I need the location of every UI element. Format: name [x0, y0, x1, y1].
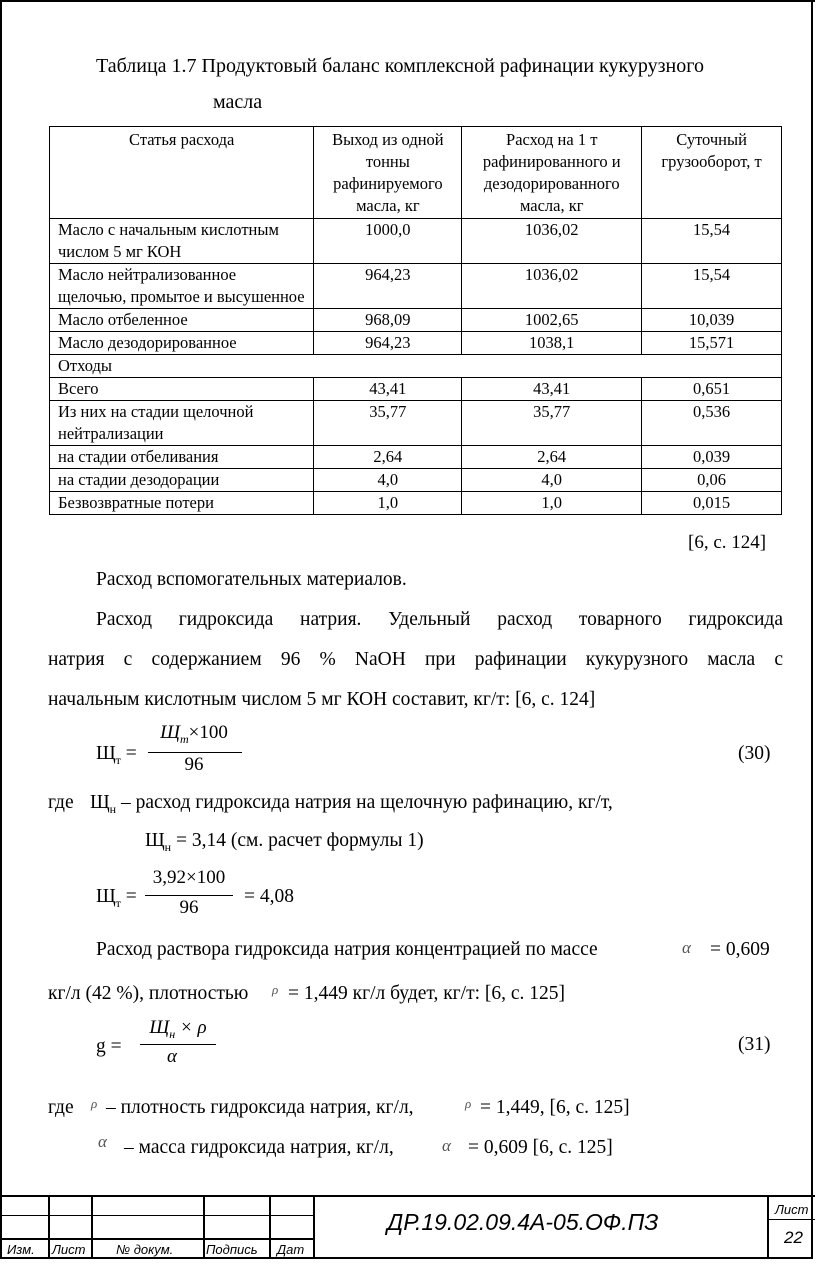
- table-row: [50, 446, 782, 469]
- product-balance-table: [49, 126, 782, 515]
- alpha-symbol: α: [682, 938, 691, 957]
- value-cell: 1038,1: [462, 332, 642, 355]
- formula30-lhs-symbol: Щ: [96, 743, 116, 764]
- calc-result: = 4,08: [244, 886, 294, 907]
- stamp-label-date: Дат: [277, 1242, 305, 1257]
- para2-line2b: = 1,449 кг/л будет, кг/т: [6, с. 125]: [288, 983, 566, 1004]
- stamp-col-line: [91, 1195, 93, 1259]
- calc-equals: =: [125, 886, 137, 907]
- formula31-num-rest: × ρ: [179, 1017, 207, 1038]
- alpha-symbol: α: [442, 1136, 451, 1155]
- where3-text: – масса гидроксида натрия, кг/л,: [124, 1137, 394, 1158]
- table-source-reference: [6, с. 124]: [688, 532, 767, 553]
- alpha-symbol: α: [98, 1132, 107, 1151]
- table-row: [50, 492, 782, 515]
- rho-symbol: ρ: [465, 1096, 472, 1111]
- value-cell: 0,039: [642, 446, 782, 469]
- stamp-top-line: [2, 1195, 815, 1197]
- table-row: [50, 309, 782, 332]
- where1-subscript: н: [109, 801, 117, 816]
- formula30-numerator: [148, 722, 240, 747]
- value-cell: 2,64: [462, 446, 642, 469]
- value-cell: 4,0: [314, 469, 462, 492]
- calc-lhs: [96, 883, 137, 917]
- table-header-row: [50, 127, 782, 219]
- formula30-equals: =: [125, 743, 137, 764]
- para1-line3: начальным кислотным числом 5 мг КОН составит, кг/т: [6, с. 124]: [48, 689, 596, 710]
- formula31-num-subscript: н: [169, 1026, 176, 1041]
- item-cell: Безвозвратные потери: [50, 492, 314, 515]
- calc-numerator: 3,92×100: [152, 867, 226, 888]
- value-cell: 1,0: [314, 492, 462, 515]
- formula31-fraction-bar: [140, 1044, 216, 1045]
- value-cell: 15,54: [642, 264, 782, 309]
- value-cell: 0,651: [642, 378, 782, 401]
- stamp-col-line: [48, 1195, 50, 1259]
- stamp-col-line: [313, 1195, 315, 1259]
- where1-definition: [90, 789, 613, 823]
- formula31-num-symbol: Щ: [149, 1017, 170, 1038]
- item-cell: на стадии дезодорации: [50, 469, 314, 492]
- formula31-lhs: g =: [96, 1036, 122, 1057]
- value-cell: 1,0: [462, 492, 642, 515]
- item-cell: Масло отбеленное: [50, 309, 314, 332]
- header-cell: Расход на 1 т рафинированного и дезодорированного масла, кг: [462, 127, 642, 219]
- value-cell: 1000,0: [314, 219, 462, 264]
- header-cell: Суточный грузооборот, т: [642, 127, 782, 219]
- formula30-num-rest: ×100: [188, 722, 228, 743]
- rho-symbol: ρ: [272, 982, 279, 997]
- document-code: ДР.19.02.09.4А-05.ОФ.ПЗ: [387, 1209, 659, 1235]
- where2-label: где: [48, 1097, 74, 1118]
- formula31-number: (31): [738, 1034, 771, 1055]
- stamp-sheet-line: [767, 1219, 815, 1220]
- value-cell: 0,015: [642, 492, 782, 515]
- formula31-denominator: α: [167, 1046, 177, 1067]
- para2-line1a: Расход раствора гидроксида натрия концентрацией по массе: [96, 939, 598, 960]
- where2-text: – плотность гидроксида натрия, кг/л,: [106, 1097, 414, 1118]
- para1-line2: натрия с содержанием 96 % NaOH при рафинации кукурузного масла с: [48, 649, 783, 670]
- para2-line1b: = 0,609: [710, 939, 770, 960]
- formula31-numerator: [138, 1017, 218, 1042]
- item-cell: Масло с начальным кислотным числом 5 мг КОН: [50, 219, 314, 264]
- value-cell: 1036,02: [462, 264, 642, 309]
- value-cell: 10,039: [642, 309, 782, 332]
- calc-denominator: 96: [179, 897, 199, 918]
- formula30-num-symbol: Щ: [160, 722, 180, 743]
- formula30-num-subscript: т: [179, 731, 189, 746]
- where1b-symbol: Щ: [145, 830, 165, 851]
- item-cell: Из них на стадии щелочной нейтрализации: [50, 401, 314, 446]
- where1b-text: = 3,14 (см. расчет формулы 1): [175, 830, 424, 851]
- formula30-denominator: 96: [184, 754, 204, 775]
- item-cell: Масло нейтрализованное щелочью, промытое и высушенное: [50, 264, 314, 309]
- table-row: [50, 332, 782, 355]
- where1-symbol: Щ: [90, 792, 110, 813]
- value-cell: 4,0: [462, 469, 642, 492]
- calc-lhs-subscript: т: [115, 895, 121, 910]
- value-cell: 1002,65: [462, 309, 642, 332]
- value-cell: 35,77: [314, 401, 462, 446]
- stamp-col-line: [767, 1195, 769, 1259]
- value-cell: 15,54: [642, 219, 782, 264]
- table-row: [50, 378, 782, 401]
- where2-value: = 1,449, [6, с. 125]: [480, 1097, 630, 1118]
- formula30-lhs: [96, 740, 137, 774]
- value-cell: 35,77: [462, 401, 642, 446]
- where3-value: = 0,609 [6, с. 125]: [468, 1137, 613, 1158]
- table-row: [50, 264, 782, 309]
- aux-materials-heading: Расход вспомогательных материалов.: [96, 569, 407, 590]
- stamp-label-izm: Изм.: [7, 1242, 35, 1257]
- value-cell: 0,536: [642, 401, 782, 446]
- value-cell: 1036,02: [462, 219, 642, 264]
- table-title-line2: масла: [213, 91, 263, 113]
- formula30-lhs-subscript: т: [115, 752, 121, 767]
- stamp-label-doc: № докум.: [116, 1242, 174, 1257]
- value-cell: 968,09: [314, 309, 462, 332]
- header-cell: Статья расхода: [50, 127, 314, 219]
- value-cell: 964,23: [314, 264, 462, 309]
- rho-symbol: ρ: [91, 1096, 98, 1111]
- stamp-label-list: Лист: [52, 1242, 86, 1257]
- formula30-fraction-bar: [148, 752, 242, 753]
- calc-lhs-symbol: Щ: [96, 886, 116, 907]
- calc-fraction-bar: [145, 895, 233, 896]
- where1b-definition: [145, 827, 424, 861]
- item-cell: Всего: [50, 378, 314, 401]
- formula30-number: (30): [738, 743, 771, 764]
- table-title-line1: Таблица 1.7 Продуктовый баланс комплексной рафинации кукурузного: [96, 55, 704, 77]
- stamp-col-line: [203, 1195, 205, 1259]
- item-cell: Масло дезодорированное: [50, 332, 314, 355]
- value-cell: 0,06: [642, 469, 782, 492]
- sheet-number: 22: [784, 1228, 803, 1247]
- table-row: [50, 469, 782, 492]
- table-row: [50, 355, 782, 378]
- value-cell: 2,64: [314, 446, 462, 469]
- header-cell: Выход из одной тонны рафинируемого масла, кг: [314, 127, 462, 219]
- value-cell: 15,571: [642, 332, 782, 355]
- stamp-sheet-label: Лист: [775, 1202, 809, 1217]
- value-cell: 43,41: [462, 378, 642, 401]
- value-cell: 43,41: [314, 378, 462, 401]
- section-cell: Отходы: [50, 355, 782, 378]
- table-row: [50, 219, 782, 264]
- where1b-subscript: н: [164, 839, 172, 854]
- value-cell: 964,23: [314, 332, 462, 355]
- where1-text: – расход гидроксида натрия на щелочную рафинацию, кг/т,: [120, 792, 613, 813]
- table-row: [50, 401, 782, 446]
- stamp-col-line: [269, 1195, 271, 1259]
- item-cell: на стадии отбеливания: [50, 446, 314, 469]
- para2-line2a: кг/л (42 %), плотностью: [48, 983, 249, 1004]
- where1-label: где: [48, 792, 74, 813]
- stamp-label-sign: Подпись: [206, 1242, 258, 1257]
- para1-line1: Расход гидроксида натрия. Удельный расход товарного гидроксида: [96, 609, 783, 630]
